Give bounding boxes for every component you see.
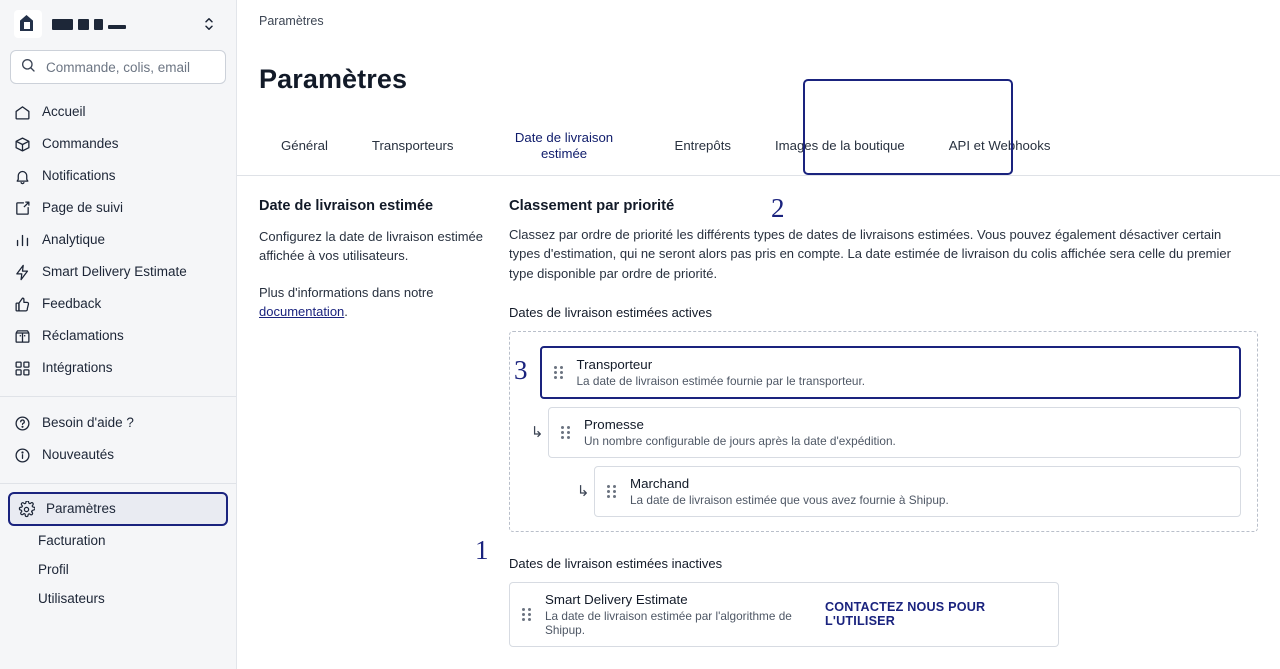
- tab-entrepots[interactable]: Entrepôts: [674, 137, 731, 153]
- sidebar-item-label: Notifications: [42, 168, 116, 184]
- search-box[interactable]: [10, 50, 226, 84]
- drag-handle-icon[interactable]: [607, 484, 619, 498]
- sidebar-item-label: Smart Delivery Estimate: [42, 264, 187, 280]
- left-panel-paragraph: Configurez la date de livraison estimée affichée à vos utilisateurs.: [259, 229, 484, 263]
- active-row-0-wrap: [514, 346, 1241, 399]
- estimate-row-title: Promesse: [584, 416, 644, 432]
- tab-images-de-la-boutique[interactable]: Images de la boutique: [774, 137, 905, 153]
- primary-nav: [0, 94, 236, 613]
- right-panel-title: Classement par priorité: [509, 198, 675, 215]
- lightning-icon: [14, 264, 31, 281]
- left-description-panel: [259, 198, 509, 647]
- sidebar-item-besoin-aide[interactable]: [0, 407, 236, 439]
- sidebar-item-page-de-suivi[interactable]: [0, 192, 236, 224]
- sidebar-item-label: Commandes: [42, 136, 119, 152]
- sidebar: [0, 0, 237, 669]
- active-estimates-list: [509, 331, 1258, 532]
- more-info-prefix: Plus d'informations dans notre: [259, 284, 434, 300]
- breadcrumb[interactable]: Paramètres: [259, 14, 324, 28]
- brand-wordmark: [52, 19, 200, 30]
- tab-label: Date de livraison estimée: [514, 129, 614, 162]
- sidebar-item-accueil[interactable]: [0, 96, 236, 128]
- sidebar-subitem-label: Facturation: [38, 533, 106, 548]
- gear-icon: [18, 501, 35, 518]
- sidebar-item-nouveautes[interactable]: [0, 439, 236, 471]
- estimate-row-subtitle: La date de livraison estimée par l'algorithme de Shipup.: [545, 608, 792, 637]
- sidebar-item-parametres[interactable]: [10, 494, 226, 524]
- sidebar-item-label: Feedback: [42, 296, 102, 312]
- sidebar-subitem-label: Utilisateurs: [38, 591, 105, 606]
- claims-icon: [14, 328, 31, 345]
- annotation-marker-2: 2: [771, 193, 785, 224]
- search-icon: [20, 57, 36, 78]
- sidebar-item-integrations[interactable]: [0, 352, 236, 384]
- estimate-row-smart-delivery-estimate[interactable]: [509, 582, 1059, 647]
- tab-date-de-livraison-estimee: [476, 117, 653, 175]
- sub-arrow-icon: ↳: [530, 423, 544, 442]
- priority-ranking-panel: [509, 198, 1258, 647]
- sidebar-item-parametres-highlight: [8, 492, 228, 526]
- estimate-row-marchand[interactable]: [594, 466, 1241, 517]
- active-row-2-wrap: [572, 466, 1241, 517]
- box-icon: [14, 136, 31, 153]
- inactive-estimates-label: Dates de livraison estimées inactives: [509, 555, 723, 571]
- question-circle-icon: [14, 415, 31, 432]
- contact-us-link[interactable]: CONTACTEZ NOUS POUR L'UTILISER: [825, 600, 986, 629]
- thumbs-up-icon: [14, 296, 31, 313]
- brand-row[interactable]: [0, 0, 236, 46]
- sidebar-item-label: Paramètres: [46, 501, 116, 517]
- active-row-1-wrap: [526, 407, 1241, 458]
- sidebar-item-feedback[interactable]: [0, 288, 236, 320]
- nav-divider: [0, 396, 236, 397]
- sidebar-item-label: Page de suivi: [42, 200, 124, 216]
- estimate-row-title: Marchand: [630, 475, 690, 491]
- sidebar-item-commandes[interactable]: [0, 128, 236, 160]
- estimate-row-subtitle: La date de livraison estimée fournie par le transporteur.: [576, 373, 866, 388]
- tab-transporteurs[interactable]: Transporteurs: [371, 137, 454, 153]
- tab-api-et-webhooks[interactable]: API et Webhooks: [948, 137, 1051, 153]
- tracking-page-icon: [14, 200, 31, 217]
- bar-chart-icon: [14, 232, 31, 249]
- info-circle-icon: [14, 447, 31, 464]
- integrations-icon: [14, 360, 31, 377]
- sidebar-item-smart-delivery-estimate[interactable]: [0, 256, 236, 288]
- drag-handle-icon[interactable]: [554, 365, 566, 379]
- sidebar-item-label: Nouveautés: [42, 447, 115, 463]
- right-panel-description: Classez par ordre de priorité les différents types de dates de livraisons estimées. Vous pouvez également désactiver certain types d'estimation, qui ne seront alors pas pris en compte. La date estimée de livraison du colis affichée sera celle du premier type disponible par ordre de priorité.: [509, 227, 1231, 281]
- more-info-suffix: .: [344, 303, 348, 319]
- sub-arrow-icon: ↳: [576, 482, 590, 501]
- drag-handle-icon[interactable]: [561, 425, 573, 439]
- sidebar-item-label: Réclamations: [42, 328, 124, 344]
- estimate-row-title: Transporteur: [576, 356, 653, 372]
- sidebar-item-label: Besoin d'aide ?: [42, 415, 134, 431]
- settings-content: [237, 176, 1280, 647]
- sidebar-item-label: Intégrations: [42, 360, 113, 376]
- home-icon: [14, 104, 31, 121]
- sidebar-item-analytique[interactable]: [0, 224, 236, 256]
- tab-general[interactable]: Général: [281, 137, 328, 153]
- annotation-marker-3: 3: [514, 354, 528, 385]
- estimate-row-promesse[interactable]: [548, 407, 1241, 458]
- estimate-row-transporteur[interactable]: [540, 346, 1242, 399]
- tab-active-underline: [823, 173, 1000, 175]
- sidebar-subitem-utilisateurs[interactable]: [0, 584, 236, 613]
- sidebar-item-notifications[interactable]: [0, 160, 236, 192]
- left-panel-title: Date de livraison estimée: [259, 198, 434, 215]
- sidebar-subitem-facturation[interactable]: [0, 526, 236, 555]
- sidebar-subitem-profil[interactable]: [0, 555, 236, 584]
- search-container: [0, 46, 236, 94]
- sidebar-item-label: Analytique: [42, 232, 106, 248]
- search-input[interactable]: [44, 59, 216, 76]
- sidebar-item-label: Accueil: [42, 104, 86, 120]
- active-estimates-label: Dates de livraison estimées actives: [509, 304, 713, 320]
- documentation-link[interactable]: documentation: [259, 303, 345, 319]
- annotation-marker-1: 1: [475, 535, 489, 565]
- nav-divider-2: [0, 483, 236, 484]
- app-logo-icon: [14, 10, 42, 38]
- chevron-up-down-icon[interactable]: [200, 15, 218, 33]
- sidebar-item-reclamations[interactable]: [0, 320, 236, 352]
- left-panel-more-info: [259, 284, 491, 322]
- sidebar-subitem-label: Profil: [38, 562, 69, 577]
- estimate-row-subtitle: La date de livraison estimée que vous avez fournie à Shipup.: [630, 492, 949, 507]
- bell-icon: [14, 168, 31, 185]
- estimate-row-subtitle: Un nombre configurable de jours après la date d'expédition.: [584, 433, 896, 448]
- page-title: Paramètres: [259, 64, 408, 95]
- estimate-row-title: Smart Delivery Estimate: [545, 591, 688, 607]
- main-content: [237, 0, 1280, 669]
- drag-handle-icon[interactable]: [522, 607, 534, 621]
